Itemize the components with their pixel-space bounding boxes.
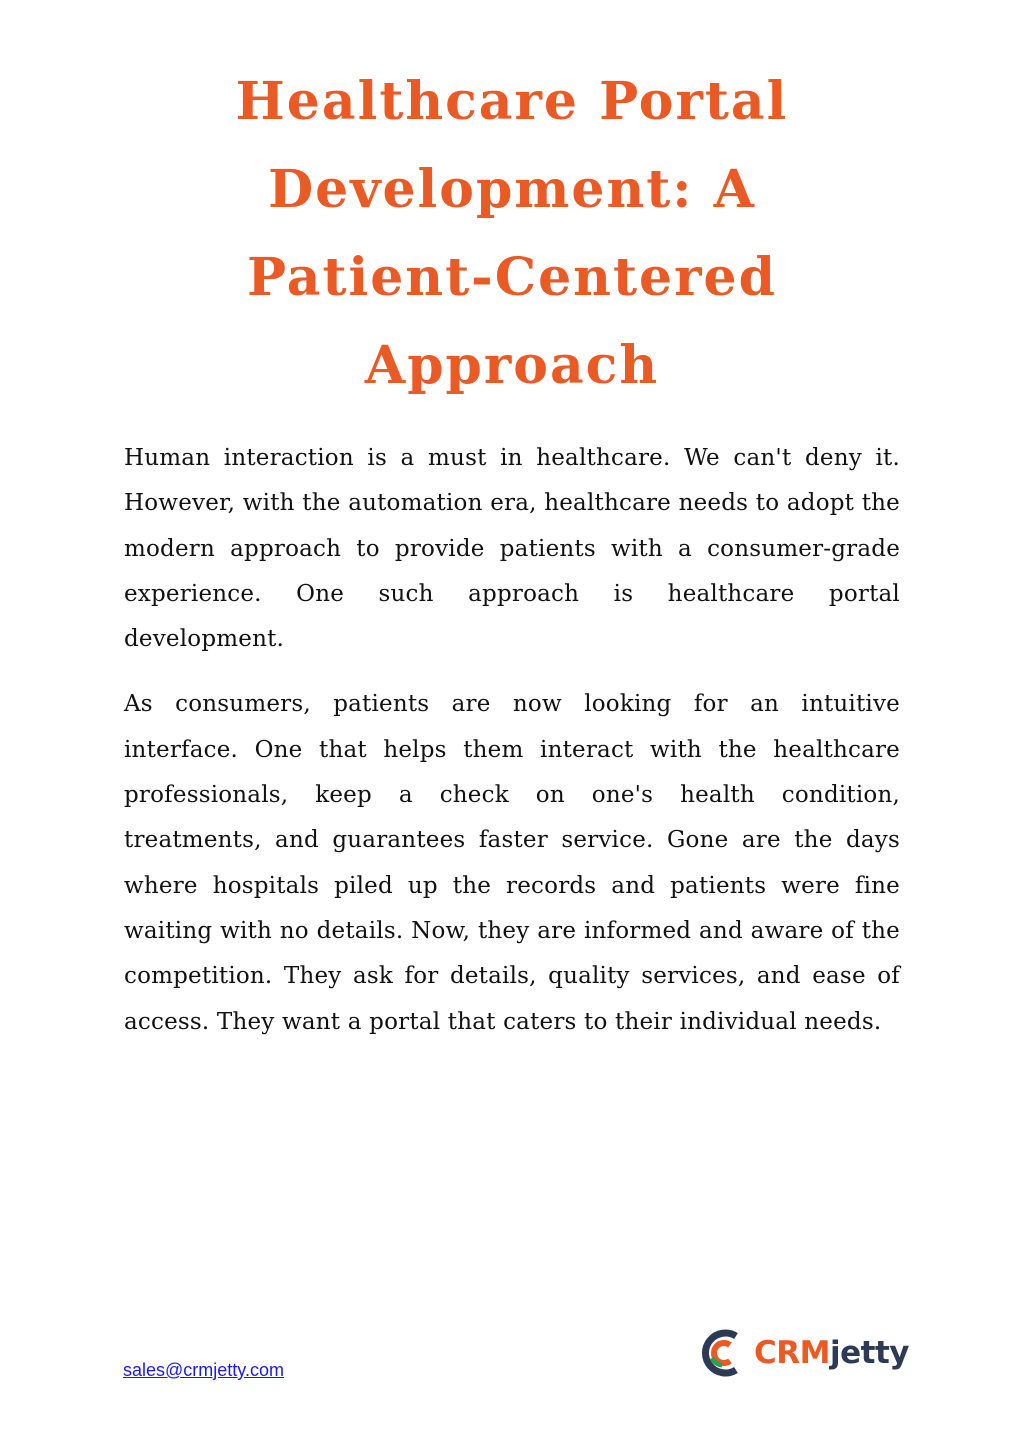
sales-email-link[interactable]: sales@crmjetty.com	[123, 1360, 284, 1380]
document-title: Healthcare Portal Development: A Patient-Centered Approach	[235, 71, 789, 396]
crmjetty-logo-icon	[700, 1328, 744, 1378]
logo-text-crm: CRM	[754, 1334, 830, 1371]
crmjetty-logo-text	[754, 1334, 909, 1371]
paragraph-consumers: As consumers, patients are now looking for an intuitive interface. One that helps them interact with the healthcare professionals, keep a check on one's health condition, treatments, and guarantees faster service. Gone are the days where hospitals piled up the records and patients were fine waiting with no details. Now, they are informed and aware of the competition. They ask for details, quality services, and ease of access. They want a portal that caters to their individual needs.	[124, 691, 900, 1035]
document-body	[124, 436, 900, 1065]
paragraph-intro: Human interaction is a must in healthcare. We can't deny it. However, with the automation era, healthcare needs to adopt the modern approach to provide patients with a consumer-grade experience. One such approach is healthcare portal development.	[124, 445, 900, 653]
logo-text-jetty: jetty	[829, 1334, 909, 1371]
crmjetty-logo	[700, 1327, 909, 1379]
